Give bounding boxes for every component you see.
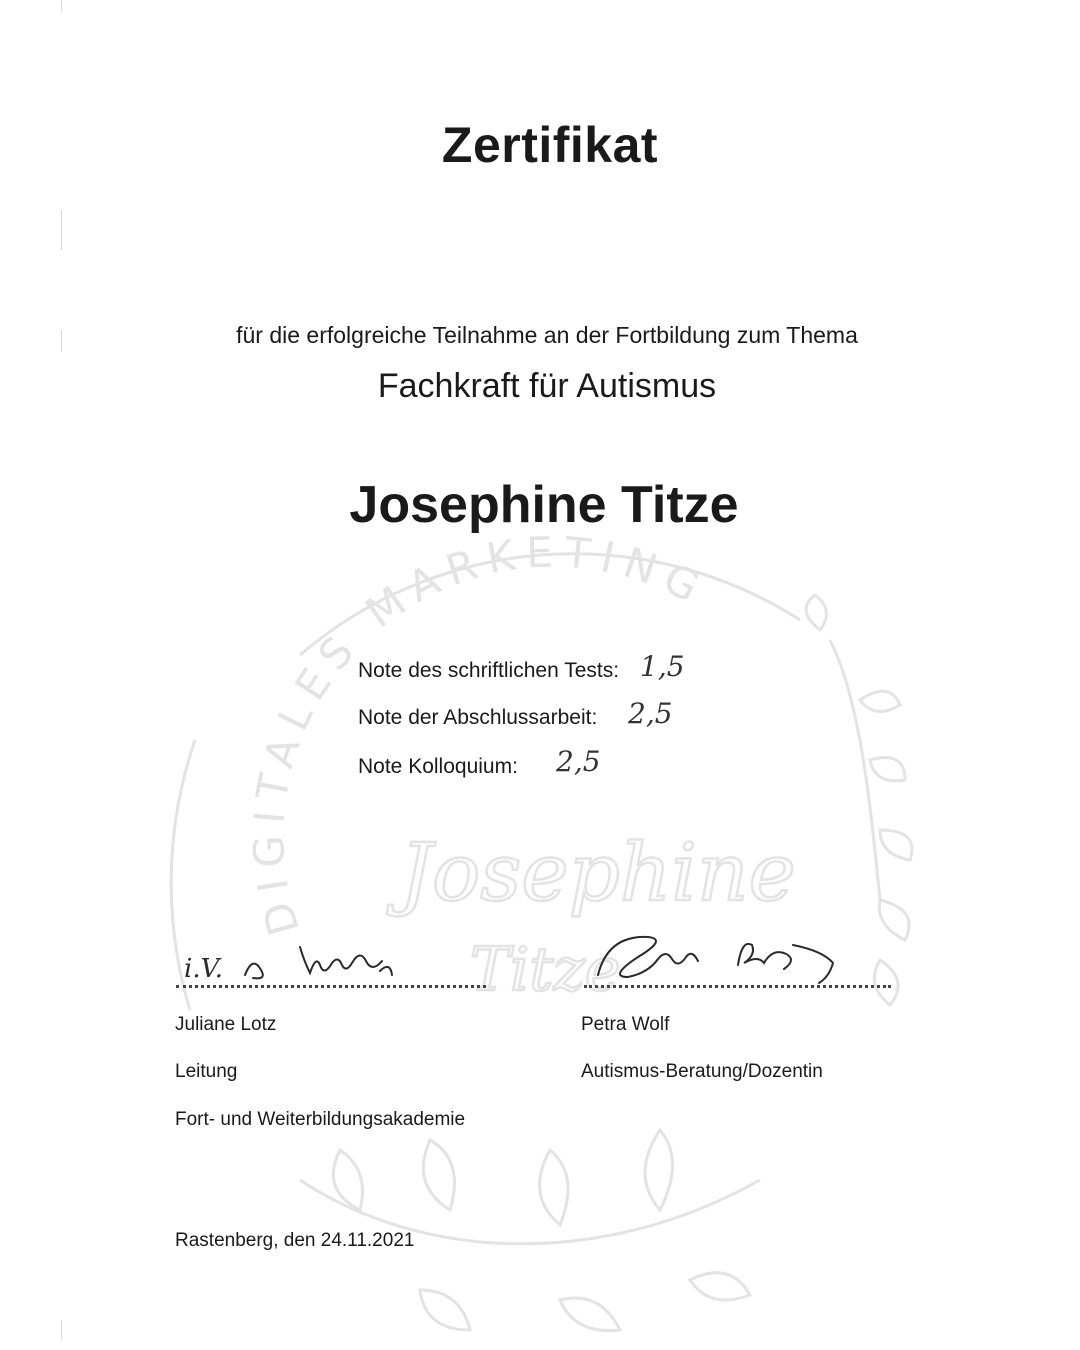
leaf <box>560 1298 620 1331</box>
leaf <box>690 1273 750 1300</box>
grade-label-colloquium: Note Kolloquium: <box>358 755 518 778</box>
recipient-name: Josephine Titze <box>349 476 739 534</box>
course-topic: Fachkraft für Autismus <box>377 367 717 405</box>
place-and-date: Rastenberg, den 24.11.2021 <box>175 1230 415 1251</box>
signature-petra-wolf <box>588 925 848 990</box>
scan-edge-mark <box>61 210 62 250</box>
watermark-outer-ring <box>300 554 800 655</box>
leaf <box>806 595 826 630</box>
leaf <box>423 1140 454 1210</box>
signature-prefix: i.V. <box>184 954 224 984</box>
leaf-branch <box>830 640 880 900</box>
signature-line-left <box>176 985 486 988</box>
leaf <box>860 691 900 711</box>
watermark-arc-text: DIGITALES MARKETING <box>243 527 716 941</box>
certificate-title: Zertifikat <box>441 117 659 173</box>
signature-juliane-lotz <box>180 935 420 990</box>
leaf <box>879 900 909 940</box>
leaf <box>874 960 898 1005</box>
signatory-left-organization: Fort- und Weiterbildungsakademie <box>175 1109 466 1130</box>
signatory-left-name: Juliane Lotz <box>175 1014 277 1035</box>
leaf <box>870 758 905 781</box>
signatory-right-name: Petra Wolf <box>581 1014 670 1035</box>
grade-value-colloquium: 2,5 <box>556 745 601 778</box>
signature-line-right <box>584 985 891 988</box>
leaf <box>540 1150 568 1225</box>
signatory-left-role: Leitung <box>175 1061 238 1082</box>
leaf <box>645 1130 673 1210</box>
grade-label-thesis: Note der Abschlussarbeit: <box>358 706 598 729</box>
grade-value-written-test: 1,5 <box>640 650 685 683</box>
grade-label-written-test: Note des schriftlichen Tests: <box>358 659 620 682</box>
signatory-right-role: Autismus-Beratung/Dozentin <box>581 1061 823 1082</box>
signature-stroke <box>598 937 833 983</box>
grade-value-thesis: 2,5 <box>628 697 673 730</box>
watermark-script-surname: Titze <box>470 935 621 1005</box>
certificate-intro: für die erfolgreiche Teilnahme an der Fortbildung zum Thema <box>236 322 858 348</box>
scan-edge-mark <box>61 1320 62 1340</box>
watermark-script-name: Josephine <box>400 826 796 919</box>
leaf <box>880 830 912 860</box>
leaf <box>333 1150 362 1210</box>
signature-stroke <box>245 947 392 978</box>
scan-edge-mark <box>61 0 62 12</box>
leaf <box>420 1290 470 1330</box>
